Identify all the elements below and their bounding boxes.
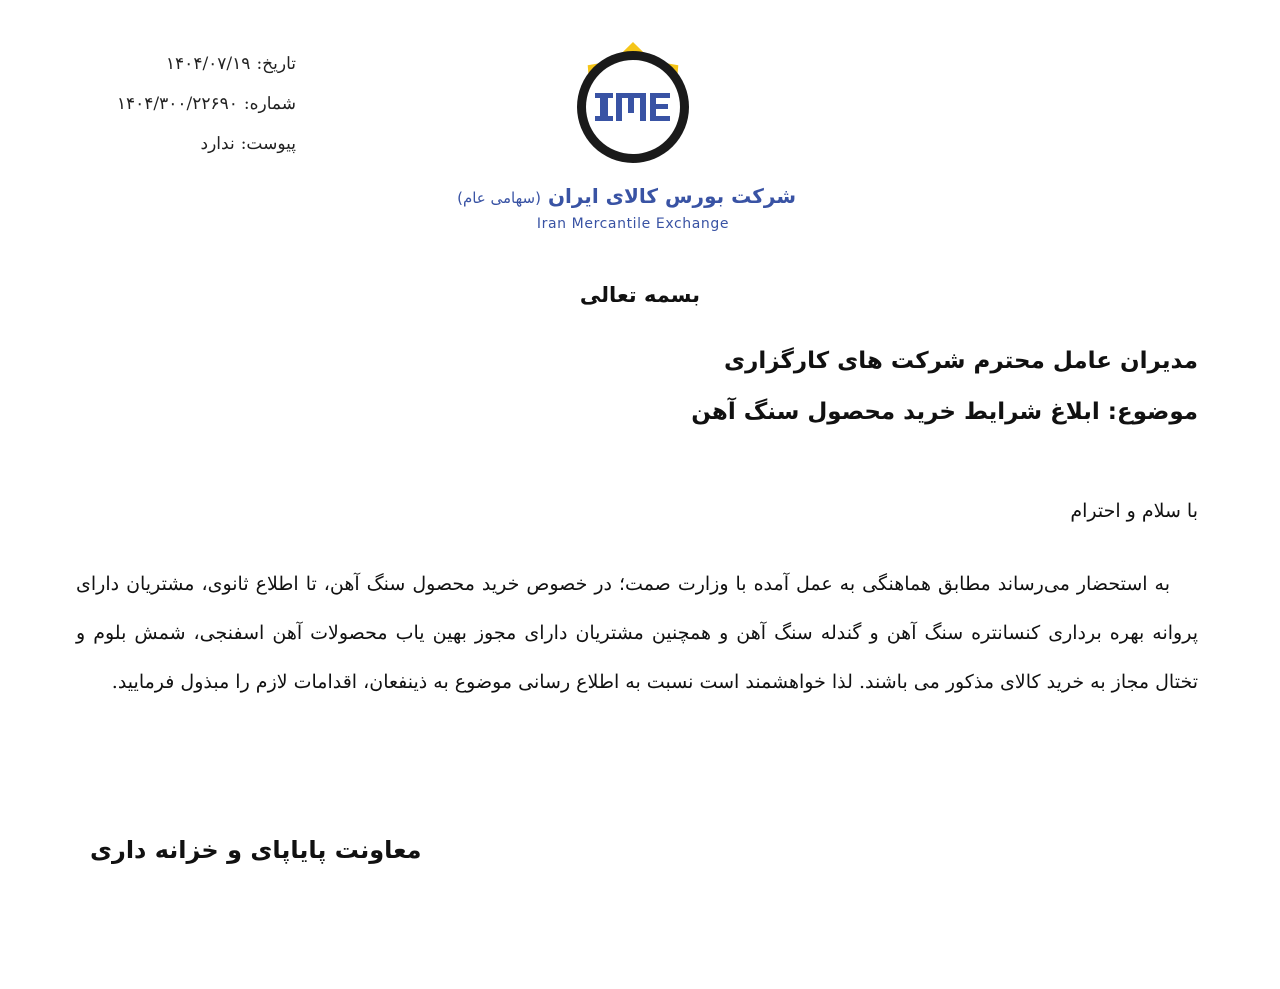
greeting: با سلام و احترام <box>1070 500 1198 522</box>
company-type-text: (سهامی عام) <box>457 189 541 207</box>
number-line <box>117 94 296 114</box>
company-name-en: Iran Mercantile Exchange <box>536 216 730 232</box>
number-label: شماره: <box>243 94 296 114</box>
attachment-label: پیوست: <box>240 134 296 154</box>
letter-body: به استحضار می‌رساند مطابق هماهنگی به عمل آمده با وزارت صمت؛ در خصوص خرید محصول سنگ آهن، تا اطلاع ثانوی، مشتریان دارای پروانه بهره برداری کنسانتره سنگ آهن و گندله سنگ آهن و همچنین مشتریان دارای مجوز بهین یاب محصولات آهن اسفنجی، شمش بلوم و تختال مجاز به خرید کالای مذکور می باشند. لذا خواهشمند است نسبت به اطلاع رسانی موضوع به ذینفعان، اقدامات لازم را مبذول فرمایید. <box>76 573 1198 693</box>
number-value: ۱۴۰۴/۳۰۰/۲۲۶۹۰ <box>116 94 238 114</box>
basmala: بسمه تعالی <box>579 283 701 307</box>
signature: معاونت پایاپای و خزانه داری <box>90 836 422 864</box>
attachment-line <box>201 134 296 154</box>
date-line <box>166 54 296 74</box>
subject-line: موضوع: ابلاغ شرایط خرید محصول سنگ آهن <box>691 399 1198 425</box>
ime-logo <box>566 40 700 174</box>
company-name-text: شرکت بورس کالای ایران <box>547 184 796 208</box>
ime-logo-icon <box>566 40 700 174</box>
recipient-line: مدیران عامل محترم شرکت های کارگزاری <box>724 348 1198 374</box>
attachment-value: ندارد <box>200 134 235 154</box>
date-value: ۱۴۰۴/۰۷/۱۹ <box>165 54 251 74</box>
company-name-fa <box>457 184 796 208</box>
date-label: تاریخ: <box>256 54 296 74</box>
